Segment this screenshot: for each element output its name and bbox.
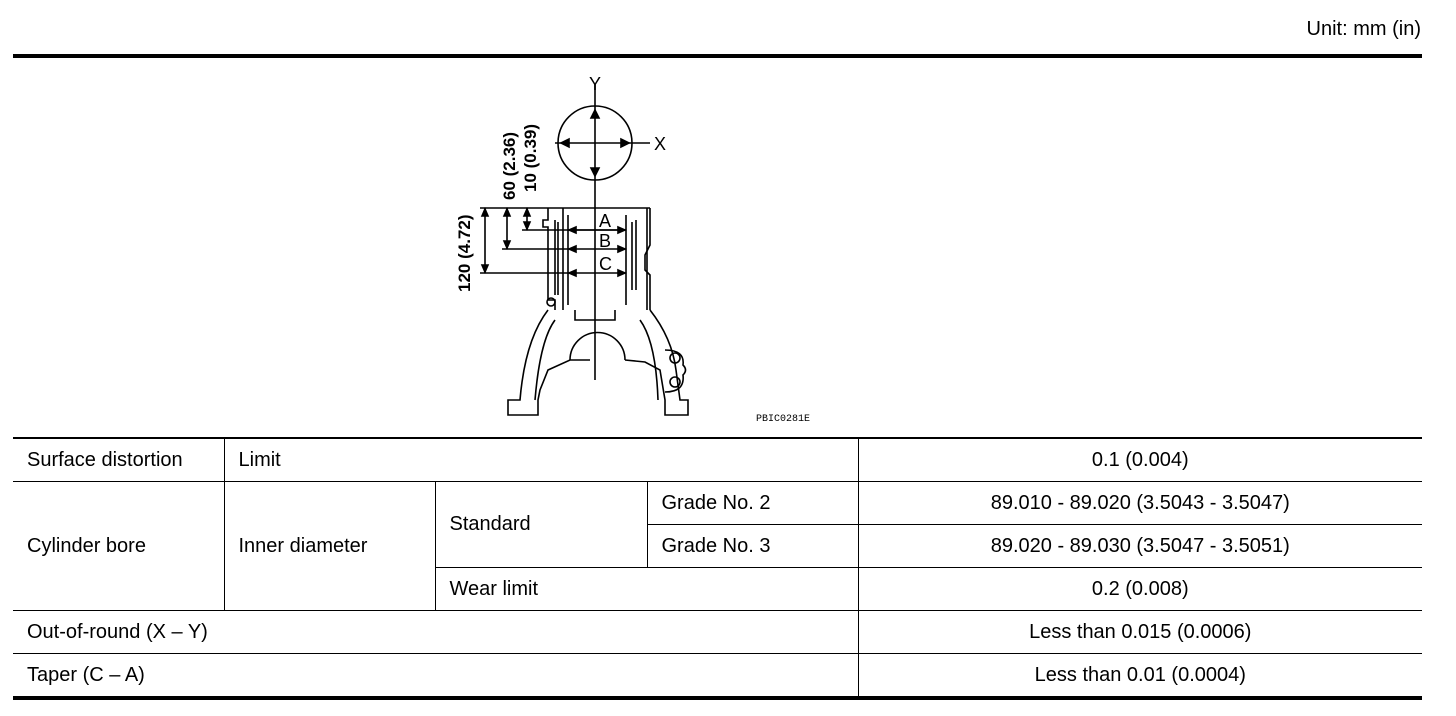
wear-limit-label: Wear limit <box>435 568 858 611</box>
value-taper: Less than 0.01 (0.0004) <box>858 654 1422 699</box>
sub-standard: Standard <box>435 482 647 568</box>
grade-3-value: 89.020 - 89.030 (3.5047 - 3.5051) <box>858 525 1422 568</box>
item-cylinder-bore: Cylinder bore <box>13 482 224 611</box>
top-rule <box>13 54 1422 58</box>
level-c-label: C <box>599 254 612 274</box>
table-row <box>13 654 1422 699</box>
table-row <box>13 611 1422 654</box>
cylinder-bore-measurement-diagram <box>440 70 840 430</box>
item-out-of-round: Out-of-round (X – Y) <box>13 611 858 654</box>
value-out-of-round: Less than 0.015 (0.0006) <box>858 611 1422 654</box>
table-row <box>13 482 1422 525</box>
level-a-label: A <box>599 211 612 231</box>
wear-limit-value: 0.2 (0.008) <box>858 568 1422 611</box>
grade-3-label: Grade No. 3 <box>647 525 858 568</box>
level-b-label: B <box>599 231 612 251</box>
cylinder-block-spec-table <box>13 437 1422 700</box>
sub-limit: Limit <box>224 438 858 482</box>
axis-x-label: X <box>654 134 667 154</box>
figure-code: PBIC0281E <box>756 414 811 425</box>
unit-label: Unit: mm (in) <box>1306 18 1421 40</box>
item-taper: Taper (C – A) <box>13 654 858 699</box>
dim-60-label: 60 (2.36) <box>500 131 519 200</box>
item-surface-distortion: Surface distortion <box>13 438 224 482</box>
dim-10-label: 10 (0.39) <box>521 123 540 192</box>
value-surface-distortion: 0.1 (0.004) <box>858 438 1422 482</box>
table-row <box>13 438 1422 482</box>
grade-2-value: 89.010 - 89.020 (3.5043 - 3.5047) <box>858 482 1422 525</box>
sub-inner-diameter: Inner diameter <box>224 482 435 611</box>
dim-120-label: 120 (4.72) <box>455 214 474 292</box>
grade-2-label: Grade No. 2 <box>647 482 858 525</box>
axis-y-label: Y <box>589 74 602 94</box>
